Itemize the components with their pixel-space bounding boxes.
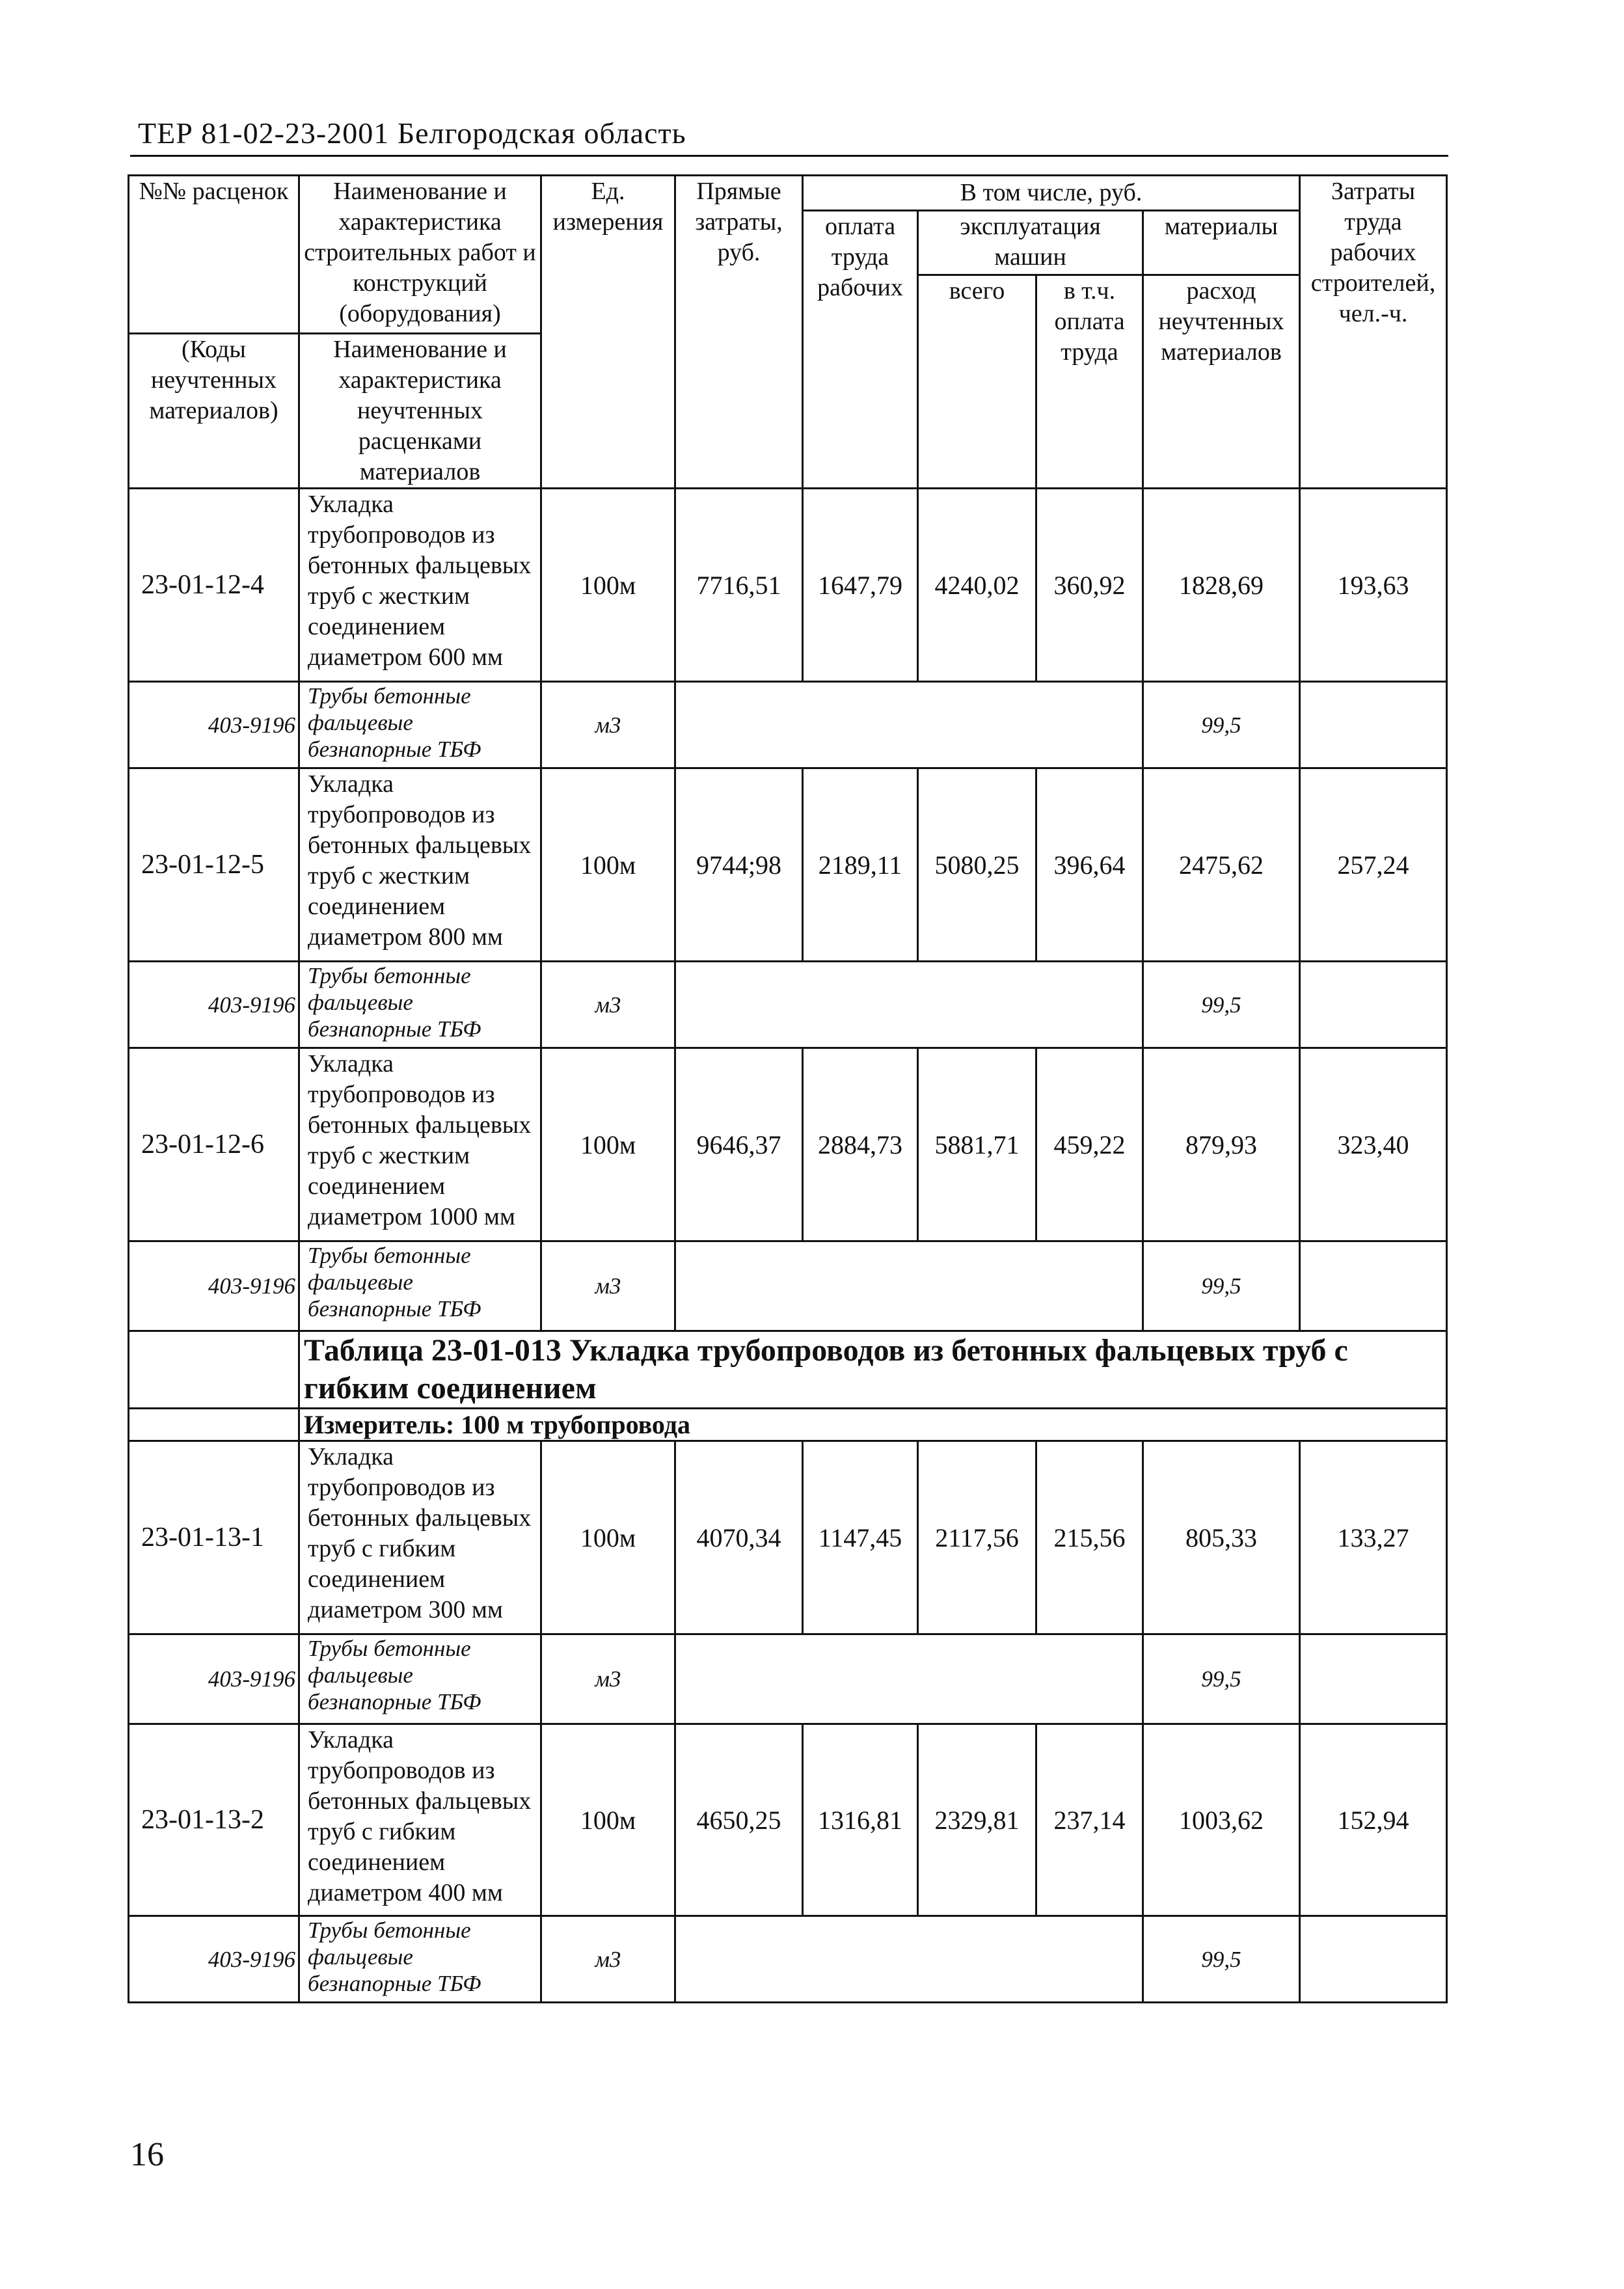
material-code: 403-9196: [129, 962, 299, 1048]
rate-mach-total: 4240,02: [918, 489, 1036, 682]
rate-labor-pay: 1147,45: [803, 1441, 918, 1634]
material-name: Трубы бетонные фальцевые безнапорные ТБФ: [299, 682, 541, 768]
rate-labor-cost: 152,94: [1300, 1724, 1447, 1916]
rate-direct: 4650,25: [675, 1724, 803, 1916]
material-code: 403-9196: [129, 1241, 299, 1331]
material-blank: [1300, 1241, 1447, 1331]
material-name: Трубы бетонные фальцевые безнапорные ТБФ: [299, 1916, 541, 2003]
rate-mach-total: 2117,56: [918, 1441, 1036, 1634]
material-qty: 99,5: [1143, 1241, 1300, 1331]
col-head-including: В том числе, руб.: [803, 176, 1300, 211]
col-head-name: Наименование и характеристика строительных работ и конструкций (оборудования): [299, 176, 541, 334]
col-head-direct: Прямые затраты, руб.: [675, 176, 803, 489]
rate-labor-cost: 193,63: [1300, 489, 1447, 682]
rate-code: 23-01-12-4: [129, 489, 299, 682]
material-blank: [1300, 1634, 1447, 1724]
rate-direct: 4070,34: [675, 1441, 803, 1634]
material-code: 403-9196: [129, 1916, 299, 2003]
rate-direct: 9646,37: [675, 1048, 803, 1241]
rate-materials: 2475,62: [1143, 768, 1300, 962]
rate-code: 23-01-12-6: [129, 1048, 299, 1241]
material-row: [129, 682, 1447, 768]
material-blank: [1300, 682, 1447, 768]
material-unit: м3: [541, 962, 675, 1048]
rate-mach-total: 5080,25: [918, 768, 1036, 962]
table-row: [129, 1048, 1447, 1241]
material-blank: [675, 1241, 1143, 1331]
table-meter-blank: [129, 1409, 299, 1441]
rate-name: Укладка трубопроводов из бетонных фальцевых труб с жестким соединением диаметром 800 мм: [299, 768, 541, 962]
material-qty: 99,5: [1143, 1634, 1300, 1724]
material-qty: 99,5: [1143, 1916, 1300, 2003]
material-qty: 99,5: [1143, 682, 1300, 768]
header-rule: [130, 155, 1448, 157]
col-head-name-materials: Наименование и характеристика неучтенных расценками материалов: [299, 334, 541, 489]
material-row: [129, 962, 1447, 1048]
table-meter-row: [129, 1409, 1447, 1441]
material-blank: [675, 1634, 1143, 1724]
material-name: Трубы бетонные фальцевые безнапорные ТБФ: [299, 962, 541, 1048]
rate-unit: 100м: [541, 489, 675, 682]
material-code: 403-9196: [129, 1634, 299, 1724]
rate-labor-cost: 323,40: [1300, 1048, 1447, 1241]
rate-labor-pay: 2189,11: [803, 768, 918, 962]
col-head-unaccounted-materials: расход неучтенных материалов: [1143, 275, 1300, 489]
material-blank: [675, 962, 1143, 1048]
rate-labor-pay: 1647,79: [803, 489, 918, 682]
rate-mach-total: 2329,81: [918, 1724, 1036, 1916]
table-row: [129, 1441, 1447, 1634]
rate-unit: 100м: [541, 768, 675, 962]
material-unit: м3: [541, 682, 675, 768]
table-meter: Измеритель: 100 м трубопровода: [299, 1409, 1447, 1441]
rate-labor-cost: 257,24: [1300, 768, 1447, 962]
material-unit: м3: [541, 1916, 675, 2003]
document-header: ТЕР 81-02-23-2001 Белгородская область: [138, 116, 686, 150]
material-blank: [1300, 962, 1447, 1048]
material-qty: 99,5: [1143, 962, 1300, 1048]
rate-labor-pay: 2884,73: [803, 1048, 918, 1241]
rate-name: Укладка трубопроводов из бетонных фальцевых труб с жестким соединением диаметром 600 мм: [299, 489, 541, 682]
rate-mach-labor: 237,14: [1036, 1724, 1143, 1916]
table-title: Таблица 23-01-013 Укладка трубопроводов из бетонных фальцевых труб с гибким соединением: [299, 1331, 1447, 1409]
col-head-machines: эксплуатация машин: [918, 211, 1143, 275]
page-number: 16: [130, 2136, 164, 2173]
col-head-mach-total: всего: [918, 275, 1036, 489]
material-code: 403-9196: [129, 682, 299, 768]
col-head-labor-cost: Затраты труда рабочих строителей, чел.-ч.: [1300, 176, 1447, 489]
rate-mach-labor: 215,56: [1036, 1441, 1143, 1634]
rate-unit: 100м: [541, 1724, 675, 1916]
material-blank: [1300, 1916, 1447, 2003]
rate-unit: 100м: [541, 1441, 675, 1634]
material-row: [129, 1241, 1447, 1331]
rate-name: Укладка трубопроводов из бетонных фальцевых труб с жестким соединением диаметром 1000 мм: [299, 1048, 541, 1241]
material-row: [129, 1634, 1447, 1724]
table-row: [129, 489, 1447, 682]
rate-code: 23-01-13-2: [129, 1724, 299, 1916]
col-head-mach-labor: в т.ч. оплата труда: [1036, 275, 1143, 489]
rate-materials: 1828,69: [1143, 489, 1300, 682]
rate-labor-pay: 1316,81: [803, 1724, 918, 1916]
rates-table: [128, 174, 1448, 2003]
rate-materials: 879,93: [1143, 1048, 1300, 1241]
table-row: [129, 768, 1447, 962]
col-head-num: №№ расценок: [129, 176, 299, 334]
rate-name: Укладка трубопроводов из бетонных фальцевых труб с гибким соединением диаметром 300 мм: [299, 1441, 541, 1634]
rate-mach-labor: 459,22: [1036, 1048, 1143, 1241]
rate-code: 23-01-13-1: [129, 1441, 299, 1634]
material-blank: [675, 682, 1143, 768]
table-title-blank: [129, 1331, 299, 1409]
table-row: [129, 1724, 1447, 1916]
col-head-labor-pay: оплата труда рабочих: [803, 211, 918, 489]
rate-code: 23-01-12-5: [129, 768, 299, 962]
rate-mach-labor: 396,64: [1036, 768, 1143, 962]
material-name: Трубы бетонные фальцевые безнапорные ТБФ: [299, 1634, 541, 1724]
rate-mach-total: 5881,71: [918, 1048, 1036, 1241]
rate-materials: 805,33: [1143, 1441, 1300, 1634]
rate-labor-cost: 133,27: [1300, 1441, 1447, 1634]
material-unit: м3: [541, 1634, 675, 1724]
col-head-unit: Ед. измерения: [541, 176, 675, 489]
material-unit: м3: [541, 1241, 675, 1331]
rate-unit: 100м: [541, 1048, 675, 1241]
col-head-materials: материалы: [1143, 211, 1300, 275]
rate-direct: 9744;98: [675, 768, 803, 962]
material-row: [129, 1916, 1447, 2003]
material-name: Трубы бетонные фальцевые безнапорные ТБФ: [299, 1241, 541, 1331]
rate-name: Укладка трубопроводов из бетонных фальцевых труб с гибким соединением диаметром 400 мм: [299, 1724, 541, 1916]
rate-materials: 1003,62: [1143, 1724, 1300, 1916]
rate-direct: 7716,51: [675, 489, 803, 682]
col-head-codes: (Коды неучтенных материалов): [129, 334, 299, 489]
table-title-row: [129, 1331, 1447, 1409]
rate-mach-labor: 360,92: [1036, 489, 1143, 682]
material-blank: [675, 1916, 1143, 2003]
